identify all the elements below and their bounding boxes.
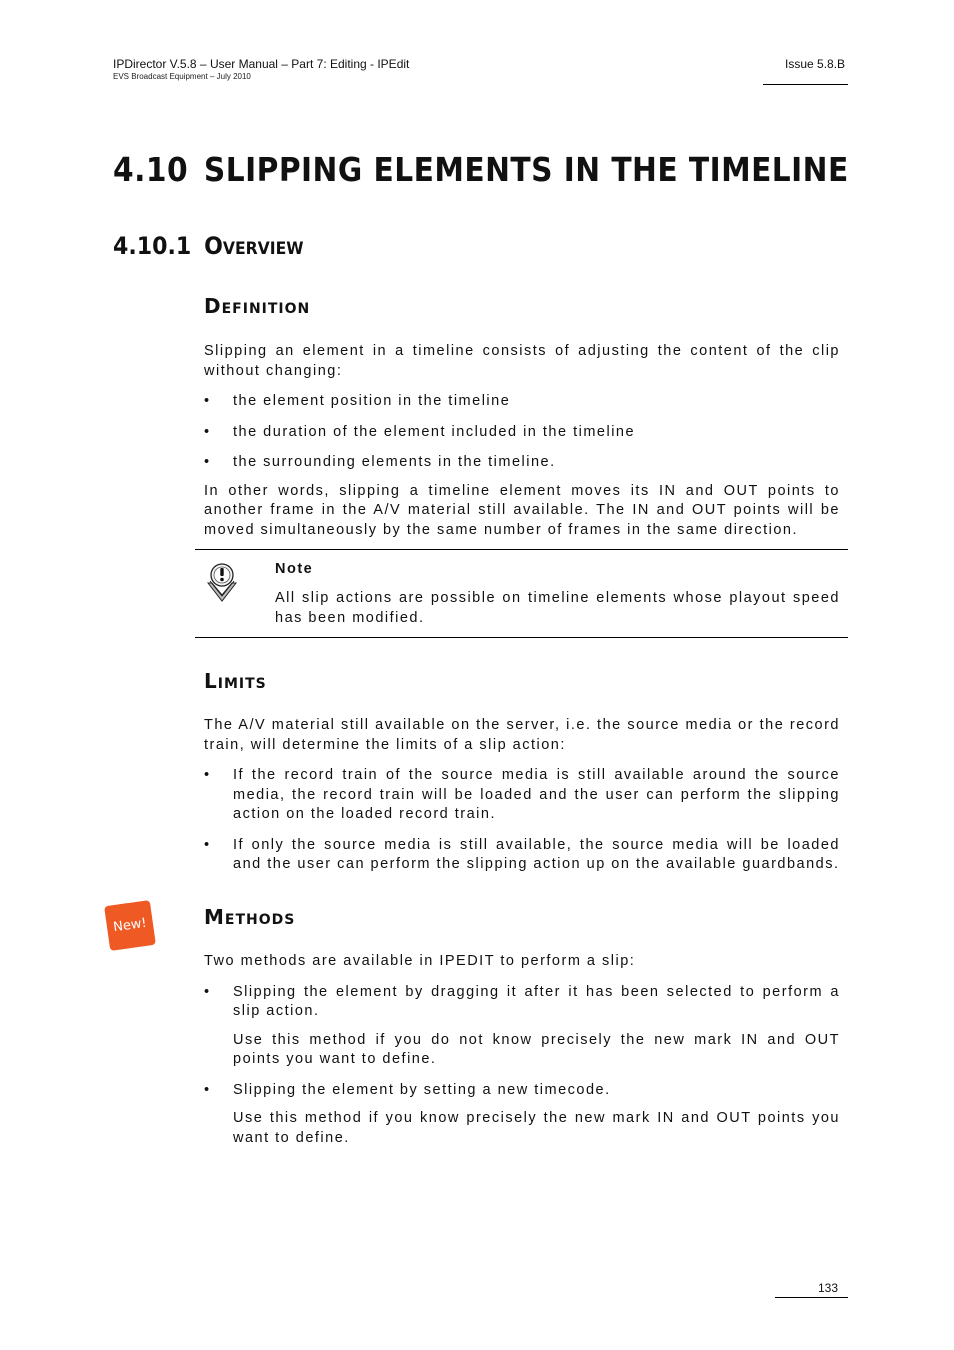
subsection-heading (113, 232, 304, 260)
bullet-icon: • (204, 393, 211, 409)
bullet-icon: • (204, 1081, 211, 1098)
note-bottom-rule (195, 637, 848, 638)
note-title: Note (275, 561, 314, 577)
subsection-title: Overview (204, 232, 304, 260)
list-item: • the element position in the timeline (204, 392, 840, 412)
methods-list (204, 983, 840, 1022)
list-item: • the surrounding elements in the timeline. (204, 453, 840, 473)
note-text: All slip actions are possible on timeline elements whose playout speed has been modified. (275, 590, 840, 626)
methods-list-continued (204, 1081, 840, 1101)
limits-intro: The A/V material still available on the server, i.e. the source media or the record train, will determine the limits of a slip action: (204, 717, 840, 753)
definition-block (204, 342, 840, 540)
bullet-icon: • (204, 454, 211, 470)
footer-divider (775, 1297, 848, 1298)
limits-list (204, 766, 840, 875)
section-title: SLIPPING ELEMENTS IN THE TIMELINE (203, 150, 849, 189)
subsection-number: 4.10.1 (113, 232, 192, 260)
note-icon (204, 561, 240, 603)
method-detail: Use this method if you know precisely the new mark IN and OUT points you want to define. (233, 1110, 840, 1146)
list-item: • Slipping the element by setting a new timecode. (204, 1081, 840, 1101)
document-subtitle: EVS Broadcast Equipment – July 2010 (113, 72, 251, 81)
list-item: • If the record train of the source media is still available around the source media, the record train will be loaded and the user can perform the slipping action on the loaded record train. (204, 767, 840, 822)
section-heading (113, 150, 849, 189)
document-title: IPDirector V.5.8 – User Manual – Part 7: Editing - IPEdit (113, 57, 410, 71)
definition-heading: Definition (204, 294, 311, 318)
section-number: 4.10 (113, 150, 189, 189)
page-number: 133 (818, 1281, 839, 1295)
definition-intro: Slipping an element in a timeline consists of adjusting the content of the clip without changing: (204, 343, 840, 379)
note-top-rule (195, 549, 848, 550)
definition-list (204, 392, 840, 473)
methods-block (204, 952, 840, 1148)
issue-label: Issue 5.8.B (785, 57, 846, 71)
new-badge: New! (104, 900, 156, 951)
definition-outro: In other words, slipping a timeline element moves its IN and OUT points to another frame in the A/V material still available. The IN and OUT points will be moved simultaneously by the same number of frames in the same direction. (204, 482, 840, 538)
limits-block (204, 716, 840, 875)
limits-heading: Limits (204, 669, 267, 693)
method-detail: Use this method if you do not know precisely the new mark IN and OUT points you want to define. (233, 1031, 840, 1067)
methods-intro: Two methods are available in IPEDIT to perform a slip: (204, 953, 636, 969)
bullet-icon: • (204, 983, 211, 1000)
list-item: • Slipping the element by dragging it after it has been selected to perform a slip action. (204, 983, 840, 1019)
methods-heading: Methods (204, 905, 296, 929)
bullet-icon: • (204, 423, 211, 440)
list-item: • If only the source media is still available, the source media will be loaded and the user can perform the slipping action up on the available guardbands. (204, 836, 840, 872)
bullet-icon: • (204, 767, 211, 783)
header-divider (763, 84, 848, 85)
bullet-icon: • (204, 836, 211, 853)
page-header (113, 57, 409, 82)
list-item: • the duration of the element included in the timeline (204, 423, 840, 443)
